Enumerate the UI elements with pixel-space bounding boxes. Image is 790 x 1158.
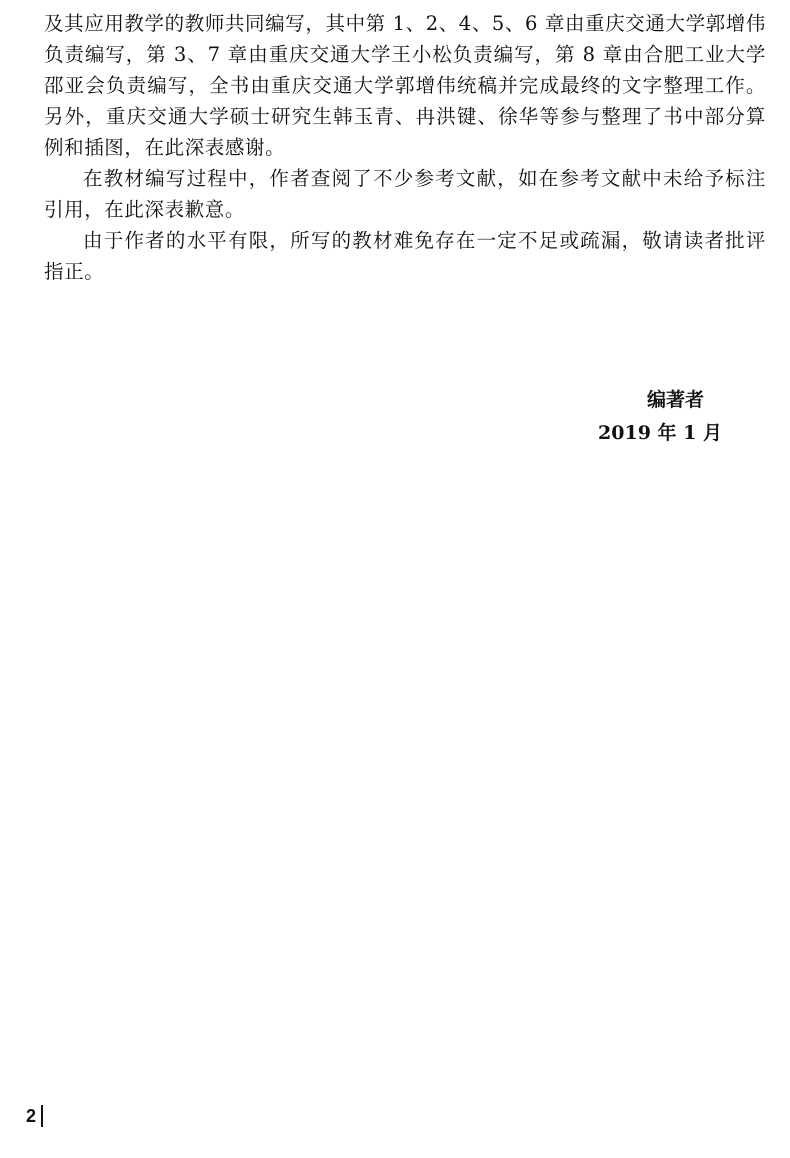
signature-date: 2019 年 1 月 bbox=[598, 422, 722, 444]
page-number: 2 bbox=[26, 1106, 37, 1126]
signature-block bbox=[598, 384, 722, 450]
signature-author: 编著者 bbox=[646, 389, 704, 411]
page-footer bbox=[26, 1105, 43, 1127]
page-number-divider bbox=[41, 1105, 43, 1127]
preface-body bbox=[44, 8, 766, 287]
paragraph-continued: 及其应用教学的教师共同编写，其中第 1、2、4、5、6 章由重庆交通大学郭增伟负责编写，第 3、7 章由重庆交通大学王小松负责编写，第 8 章由合肥工业大学邵亚会负责编写，全书由重庆交通大学郭增伟统稿并完成最终的文字整理工作。另外，重庆交通大学硕士研究生韩玉青、冉洪键、徐华等参与整理了书中部分算例和插图，在此深表感谢。 bbox=[44, 12, 766, 159]
paragraph-references-apology: 在教材编写过程中，作者查阅了不少参考文献，如在参考文献中未给予标注引用，在此深表歉意。 bbox=[44, 167, 766, 221]
paragraph-request-corrections: 由于作者的水平有限，所写的教材难免存在一定不足或疏漏，敬请读者批评指正。 bbox=[44, 229, 766, 283]
